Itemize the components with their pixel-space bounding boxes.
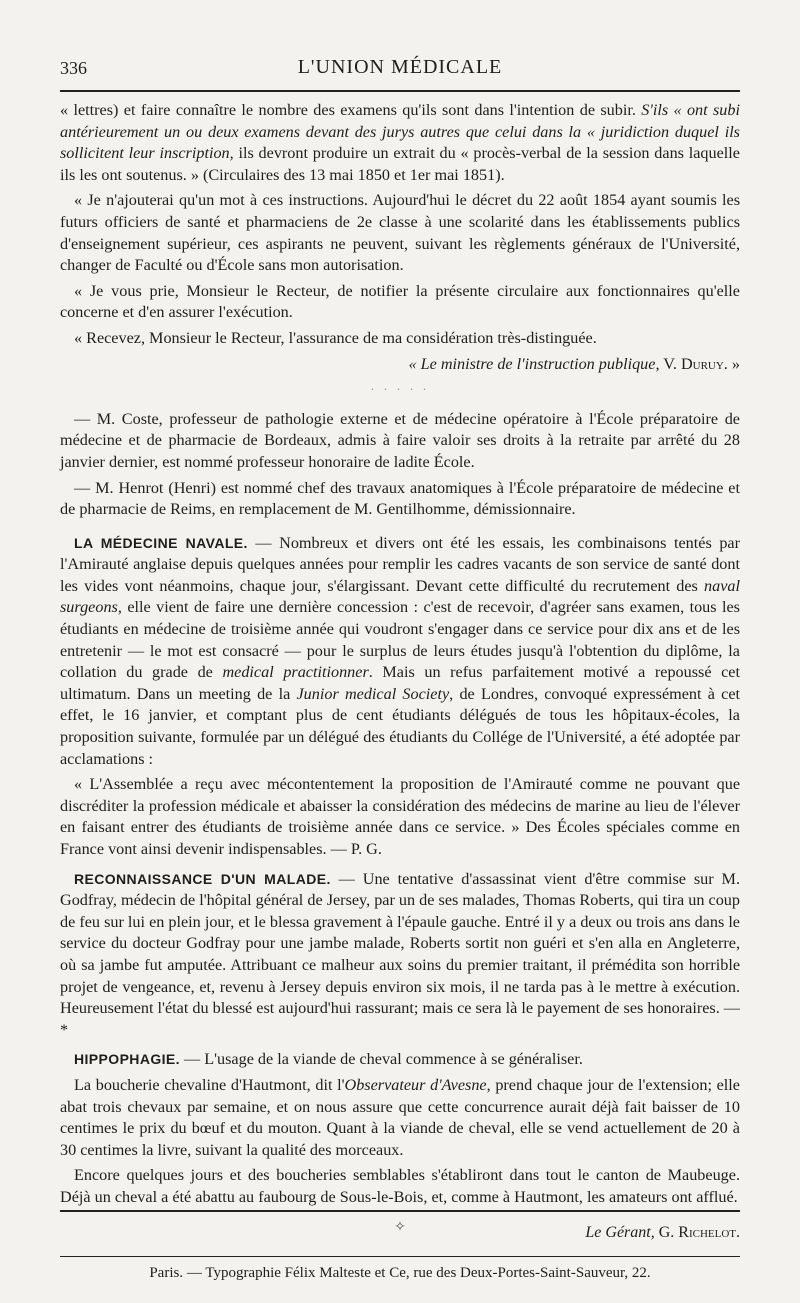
hippophagie-paragraph-2: La boucherie chevaline d'Hautmont, dit l'Observateur d'Avesne, prend chaque jour de l'extension; elle abat trois chevaux par semaine, et on nous assure que cette concurrence aurait déjà fait baisser de 10 centimes le prix du bœuf et du mouton. Quant à la viande de cheval, elle se vend actuellement de 20 à 30 centimes la livre, suivant la qualité des morceaux. xyxy=(60,1075,740,1159)
section-malade: RECONNAISSANCE D'UN MALADE. — Une tentative d'assassinat vient d'être commise sur M. Godfray, médecin de l'hôpital général de Jersey, par un de ses malades, Thomas Roberts, qui tira un coup de feu sur lui en plein jour, et le blessa gravement à l'épaule gauche. Entré il y a deux ou trois ans dans le service du docteur Godfray pour une jambe malade, Roberts sortit non guéri et s'en alla en Angleterre, où sa jambe fut amputée. Attribuant ce malheur aux soins du premier traitant, il prémédita son horrible projet de vengeance, et, revenu à Jersey depuis environ six mois, il ne tarda pas à le mettre à exécution. Heureusement l'état du blessé est aujourd'hui rassurant; mais ce sera là le payement de ses honoraires. — * xyxy=(60,869,741,1039)
section-heading-malade: RECONNAISSANCE D'UN MALADE. xyxy=(74,870,331,887)
journal-title: L'UNION MÉDICALE xyxy=(297,56,503,78)
news-henrot: — M. Henrot (Henri) est nommé chef des travaux anatomiques à l'École préparatoire de médecine et de pharmacie de Reims, en remplacement de M. Gentilhomme, démissionnaire. xyxy=(60,478,740,519)
news-coste: — M. Coste, professeur de pathologie externe et de médecine opératoire à l'École préparatoire de médecine et de pharmacie de Bordeaux, admis à faire valoir ses droits à la retraite par arrêté du 28 janvier dernier, est nommé professeur honoraire de ladite École. xyxy=(60,409,740,471)
circular-paragraph-4: « Recevez, Monsieur le Recteur, l'assurance de ma considération très-distinguée. xyxy=(74,328,597,347)
header-rule xyxy=(60,90,740,92)
page-header xyxy=(60,52,740,86)
hippophagie-paragraph-3: Encore quelques jours et des boucheries semblables s'établiront dans tout le canton de Maubeuge. Déjà un cheval a été abattu au faubourg de Sous-le-Bois, et, comme à Hautmont, les amateurs ont afflué. xyxy=(60,1166,740,1206)
navale-quote: « L'Assemblée a reçu avec mécontentement la proposition de l'Amirauté comme ne pouvant que discréditer la profession médicale et abaisser la considération des médecins de marine au lieu de l'élever en faisant entrer des étudiants de troisième année dans ce service. » Des Écoles spéciales comme en France vont ainsi devenir indispensables. — P. G. xyxy=(60,775,740,858)
gerant-signature: Le Gérant, G. Richelot. xyxy=(585,1224,740,1241)
footer-rule-2 xyxy=(60,1256,740,1257)
article-body xyxy=(60,100,740,1238)
separator-dots: · · · · · xyxy=(370,382,430,397)
footer-rule xyxy=(60,1210,740,1212)
end-mark: ✧ xyxy=(394,1219,406,1235)
circular-paragraph-2: « Je n'ajouterai qu'un mot à ces instructions. Aujourd'hui le décret du 22 août 1854 ayant soumis les futurs officiers de santé et pharmaciens de 2e classe à une scolarité dans les établissements publics d'enseignement supérieur, ces aspirants ne peuvent, suivant les règlements généraux de l'Université, changer de Faculté ou d'École sans mon autorisation. xyxy=(60,191,740,275)
section-hippophagie: HIPPOPHAGIE. — L'usage de la viande de cheval commence à se généraliser. xyxy=(74,1050,583,1069)
circular-paragraph-1: « lettres) et faire connaître le nombre des examens qu'ils sont dans l'intention de subir. S'ils « ont subi antérieurement un ou deux examens devant des jurys autres que celui dans la « juridiction duquel ils sollicitent leur inscription, ils devront produire un extrait du « procès-verbal de la session dans laquelle ils les ont soutenus. » (Circulaires des 13 mai 1850 et 1er mai 1851). xyxy=(60,101,740,184)
section-heading-hippophagie: HIPPOPHAGIE. xyxy=(74,1051,180,1068)
section-heading-navale: LA MÉDECINE NAVALE. xyxy=(74,534,248,551)
minister-signature: « Le ministre de l'instruction publique, V. Duruy. » xyxy=(408,354,740,373)
section-navale: LA MÉDECINE NAVALE. — Nombreux et divers ont été les essais, les combinaisons tentés par l'Amirauté anglaise depuis quelques années pour remplir les cadres vacants de son service de santé dont les vides vont néanmoins, chaque jour, s'élargissant. Devant cette difficulté du recrutement des naval surgeons, elle vient de faire une dernière concession : c'est de recevoir, d'agréer sans examen, tous les étudiants en médecine de troisième année qui voudront s'engager dans ce service pour dix ans et de les entretenir — le mot est consacré — pour le surplus de leurs études jusqu'à l'obtention du diplôme, la collation du grade de medical practitionner. Mais un refus parfaitement motivé a repoussé cet ultimatum. Dans un meeting de la Junior medical Society, de Londres, convoqué expressément à cet effet, le 16 janvier, et comptant plus de cent étudiants délégués de tous les hôpitaux-écoles, la proposition suivante, formulée par un délégué des étudiants du Collége de l'Université, a été adoptée par acclamations : xyxy=(60,533,740,768)
page-number: 336 xyxy=(60,58,87,78)
printer-imprint: Paris. — Typographie Félix Malteste et Ce, rue des Deux-Portes-Saint-Sauveur, 22. xyxy=(149,1265,651,1281)
circular-paragraph-3: « Je vous prie, Monsieur le Recteur, de notifier la présente circulaire aux fonctionnaires qu'elle concerne et d'en assurer l'exécution. xyxy=(60,281,740,322)
